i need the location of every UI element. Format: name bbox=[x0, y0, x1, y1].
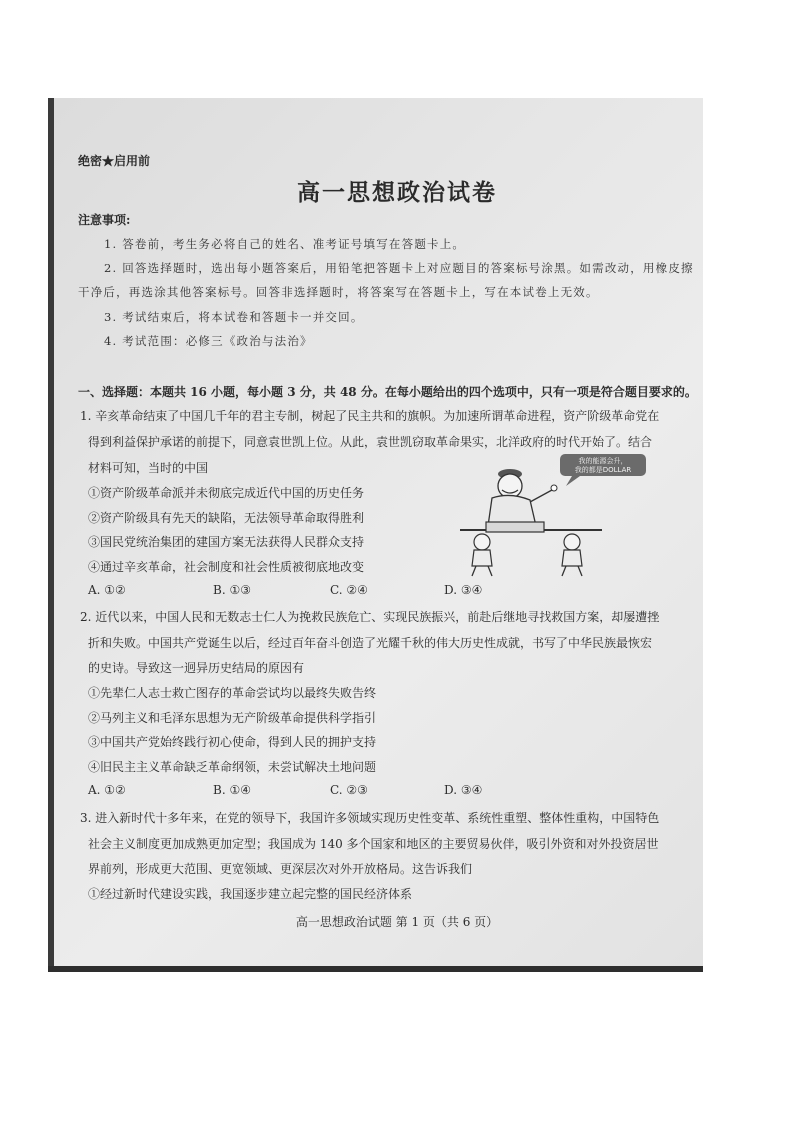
q1-statement-1: ①资产阶级革命派并未彻底完成近代中国的历史任务 bbox=[88, 486, 365, 500]
note-item-2: 2. 回答选择题时，选出每小题答案后，用铅笔把答题卡上对应题目的答案标号涂黑。如需改动，用橡皮擦 bbox=[104, 261, 694, 275]
q1-line-2: 得到利益保护承诺的前提下，同意袁世凯上位。从此，袁世凯窃取革命果实，北洋政府的时代开始了。结合 bbox=[88, 435, 653, 449]
section-heading: 一、选择题：本题共 16 小题，每小题 3 分，共 48 分。在每小题给出的四个选项中，只有一项是符合题目要求的。 bbox=[78, 385, 697, 399]
q2-statement-4: ④旧民主主义革命缺乏革命纲领，未尝试解决土地问题 bbox=[88, 760, 377, 774]
q2-statement-2: ②马列主义和毛泽东思想为无产阶级革命提供科学指引 bbox=[88, 711, 377, 725]
q2-choice-a: A. ①② bbox=[88, 783, 126, 797]
notes-heading: 注意事项: bbox=[78, 213, 131, 227]
q1-statement-4: ④通过辛亥革命，社会制度和社会性质被彻底地改变 bbox=[88, 560, 365, 574]
q2-line-3: 的史诗。导致这一迥异历史结局的原因有 bbox=[88, 661, 305, 675]
q1-choice-d: D. ③④ bbox=[444, 583, 483, 597]
q1-cartoon-illustration bbox=[452, 452, 648, 578]
note-item-2-cont: 干净后，再选涂其他答案标号。回答非选择题时，将答案写在答题卡上，写在本试卷上无效。 bbox=[78, 285, 599, 299]
q3-line-3: 界前列，形成更大范围、更宽领域、更深层次对外开放格局。这告诉我们 bbox=[88, 862, 473, 876]
q1-line-3: 材料可知，当时的中国 bbox=[88, 461, 209, 475]
page-title: 高一思想政治试卷 bbox=[297, 179, 497, 206]
q2-statement-1: ①先辈仁人志士救亡图存的革命尝试均以最终失败告终 bbox=[88, 686, 377, 700]
q1-choice-c: C. ②④ bbox=[330, 583, 368, 597]
q2-line-2: 折和失败。中国共产党诞生以后，经过百年奋斗创造了光耀千秋的伟大历史性成就，书写了中华民族最恢宏 bbox=[88, 636, 653, 650]
q2-choice-b: B. ①④ bbox=[213, 783, 251, 797]
note-item-1: 1. 答卷前，考生务必将自己的姓名、准考证号填写在答题卡上。 bbox=[104, 237, 466, 251]
q2-statement-3: ③中国共产党始终践行初心使命，得到人民的拥护支持 bbox=[88, 735, 377, 749]
q1-choice-b: B. ①③ bbox=[213, 583, 251, 597]
secret-mark: 绝密★启用前 bbox=[78, 154, 151, 168]
q2-choice-c: C. ②③ bbox=[330, 783, 368, 797]
q1-statement-3: ③国民党统治集团的建国方案无法获得人民群众支持 bbox=[88, 535, 365, 549]
q1-statement-2: ②资产阶级具有先天的缺陷，无法领导革命取得胜利 bbox=[88, 511, 365, 525]
note-item-3: 3. 考试结束后，将本试卷和答题卡一并交回。 bbox=[104, 310, 364, 324]
q2-choice-d: D. ③④ bbox=[444, 783, 483, 797]
speech-bubble-line-1: 我的能源会升， bbox=[578, 457, 628, 465]
q1-line-1: 1. 辛亥革命结束了中国几千年的君主专制，树起了民主共和的旗帜。为加速所谓革命进程，资产阶级革命党在 bbox=[80, 409, 660, 423]
q1-choice-a: A. ①② bbox=[88, 583, 126, 597]
speech-bubble-line-2: 我的都是DOLLAR bbox=[574, 466, 632, 474]
q3-line-1: 3. 进入新时代十多年来，在党的领导下，我国许多领域实现历史性变革、系统性重塑、整体性重构，中国特色 bbox=[80, 811, 660, 825]
note-item-4: 4. 考试范围：必修三《政治与法治》 bbox=[104, 334, 313, 348]
page-footer: 高一思想政治试题 第 1 页（共 6 页） bbox=[295, 915, 499, 929]
q3-line-2: 社会主义制度更加成熟更加定型；我国成为 140 多个国家和地区的主要贸易伙伴，吸引外资和对外投资居世 bbox=[88, 837, 659, 851]
q2-line-1: 2. 近代以来，中国人民和无数志士仁人为挽救民族危亡、实现民族振兴，前赴后继地寻找救国方案，却屡遭挫 bbox=[80, 610, 660, 624]
q3-statement-1: ①经过新时代建设实践，我国逐步建立起完整的国民经济体系 bbox=[88, 887, 413, 901]
